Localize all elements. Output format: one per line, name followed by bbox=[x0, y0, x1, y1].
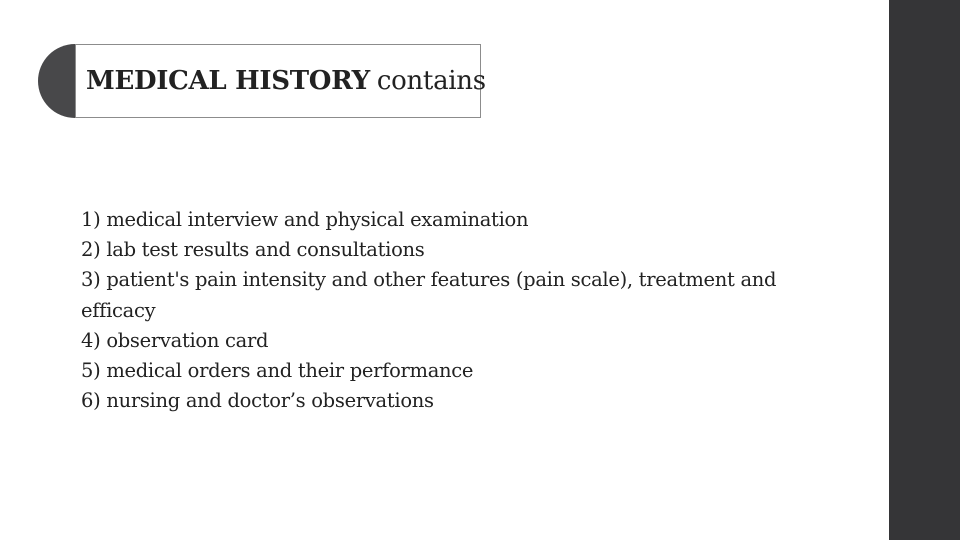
list-item: 3) patient's pain intensity and other features (pain scale), treatment and efficacy bbox=[81, 268, 777, 322]
list-item: 6) nursing and doctor’s observations bbox=[81, 389, 434, 413]
title-bold-text: MEDICAL HISTORY bbox=[86, 66, 370, 96]
title-box bbox=[75, 44, 486, 118]
list-item: 2) lab test results and consultations bbox=[81, 238, 425, 262]
content-list bbox=[81, 205, 816, 416]
list-item: 1) medical interview and physical examination bbox=[81, 208, 529, 231]
list-item: 4) observation card bbox=[81, 328, 269, 352]
title-tab-decoration bbox=[38, 44, 78, 118]
title-rest-text: contains bbox=[376, 66, 486, 96]
list-item: 5) medical orders and their performance bbox=[81, 359, 474, 383]
right-sidebar-bar bbox=[889, 0, 960, 540]
